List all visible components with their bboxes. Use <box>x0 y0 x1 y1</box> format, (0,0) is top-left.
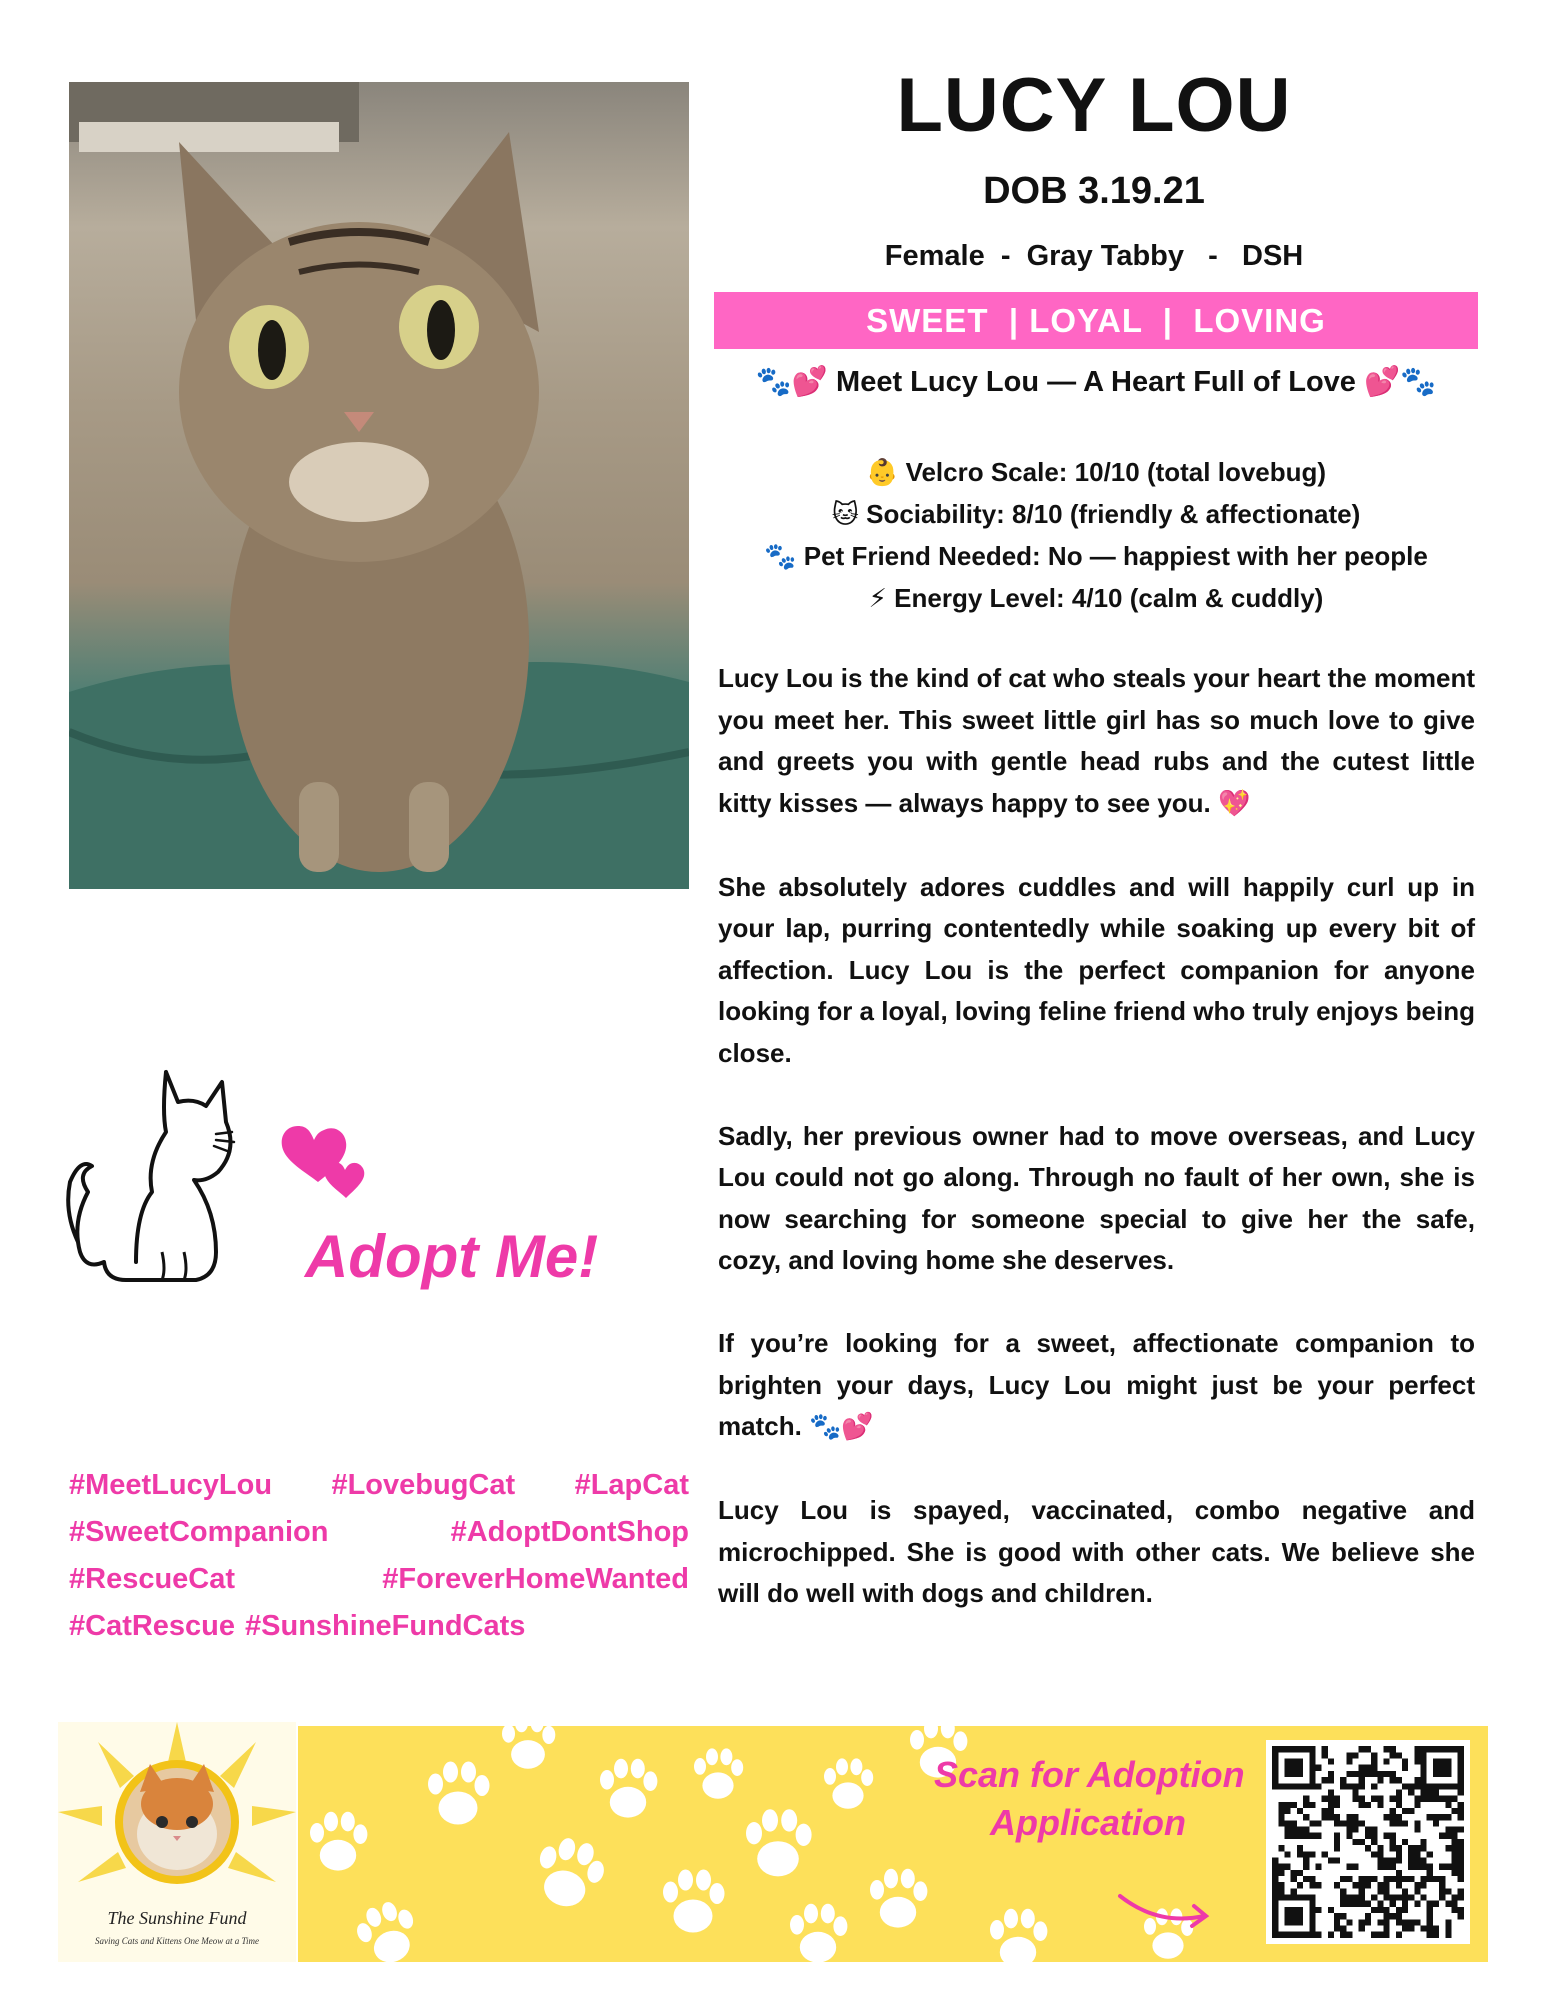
story-paragraph <box>718 1323 1475 1449</box>
scan-text-line1: Scan for Adoption <box>934 1754 1245 1795</box>
qr-code-graphic <box>1266 1740 1470 1944</box>
cat-photo-illustration <box>69 82 689 889</box>
story-text: Sadly, her previous owner had to move overseas, and Lucy Lou could not go along. Through no fault of her own, she is now searching for someone special to give her the safe, cozy, and loving home she deserves. <box>718 1120 1475 1275</box>
cat-photo <box>69 82 689 889</box>
sunshine-fund-logo <box>58 1722 296 1962</box>
stat-sociability-text: Sociability: 8/10 (friendly & affectionate) <box>866 499 1361 529</box>
story-paragraph <box>718 867 1475 1075</box>
stat-pet-friend <box>714 536 1478 578</box>
logo-title: The Sunshine Fund <box>107 1908 247 1928</box>
cat-name: LUCY LOU <box>896 63 1292 148</box>
adopt-me-text: Adopt Me! <box>305 1223 599 1290</box>
hearts-icon <box>278 1118 370 1200</box>
story-text: She absolutely adores cuddles and will happily curl up in your lap, purring contentedly while soaking up every bit of affection. Lucy Lou is the perfect companion for anyone looking for a loyal, loving feline friend who truly enjoys being close. <box>718 871 1475 1068</box>
scan-text-line2: Application <box>990 1802 1186 1843</box>
headline-text: Meet Lucy Lou — A Heart Full of Love <box>836 366 1356 398</box>
story-paragraph <box>718 1116 1475 1282</box>
paw-heart-icon: 🐾💕 <box>755 364 828 398</box>
headline <box>714 364 1478 399</box>
stat-pet-friend-text: Pet Friend Needed: No — happiest with her people <box>803 541 1428 571</box>
lightning-icon: ⚡ <box>868 584 887 614</box>
date-of-birth: DOB 3.19.21 <box>983 170 1205 212</box>
stats-list <box>714 452 1478 620</box>
stat-velcro-text: Velcro Scale: 10/10 (total lovebug) <box>905 457 1327 487</box>
cat-outline-icon <box>66 1062 236 1292</box>
hashtag-row <box>69 1509 689 1556</box>
stat-energy <box>714 578 1478 620</box>
stat-velcro <box>714 452 1478 494</box>
sun-logo-icon <box>58 1722 296 1912</box>
story-paragraph <box>718 1490 1475 1615</box>
stat-energy-text: Energy Level: 4/10 (calm & cuddly) <box>894 583 1324 613</box>
hashtag-row <box>69 1556 689 1603</box>
paw-heart-icon: 🐾💕 <box>809 1412 874 1442</box>
story-text: If you’re looking for a sweet, affectionate companion to brighten your days, Lucy Lou might just be your perfect match. <box>718 1328 1475 1441</box>
arrow-icon <box>1120 1896 1204 1919</box>
story <box>718 658 1475 1656</box>
sparkling-heart-icon: 💖 <box>1218 788 1251 819</box>
cat-face-icon: 🐱 <box>831 500 859 530</box>
hashtag-row <box>69 1603 689 1650</box>
story-paragraph <box>718 658 1475 825</box>
hashtag: #MeetLucyLou <box>69 1469 273 1501</box>
hashtag-row <box>69 1462 689 1509</box>
hashtag: #SunshineFundCats <box>245 1610 526 1642</box>
cat-details: Female - Gray Tabby - DSH <box>884 240 1304 272</box>
hashtag: #CatRescue <box>69 1610 236 1642</box>
baby-icon: 👶 <box>865 458 899 488</box>
hashtag: #LapCat <box>574 1469 689 1501</box>
qr-code-icon[interactable] <box>1266 1740 1470 1944</box>
hashtags <box>69 1462 689 1650</box>
hashtag: #LovebugCat <box>331 1469 516 1501</box>
heart-paw-icon: 💕🐾 <box>1364 364 1437 398</box>
hashtag: #AdoptDontShop <box>450 1516 689 1548</box>
tagline-bar: SWEET | LOYAL | LOVING <box>714 292 1478 349</box>
story-text: Lucy Lou is the kind of cat who steals your heart the moment you meet her. This sweet little girl has so much love to give and greets you with gentle head rubs and the cutest little kitty kisses — always happy to see you. <box>718 663 1476 818</box>
stat-sociability <box>714 494 1478 536</box>
hashtag: #ForeverHomeWanted <box>382 1563 689 1595</box>
logo-subtitle: Saving Cats and Kittens One Meow at a Time <box>95 1936 259 1946</box>
paw-icon: 🐾 <box>764 542 797 572</box>
hashtag: #RescueCat <box>69 1563 236 1595</box>
story-text: Lucy Lou is spayed, vaccinated, combo negative and microchipped. She is good with other cats. We believe she will do well with dogs and children. <box>718 1495 1475 1608</box>
hashtag: #SweetCompanion <box>69 1516 329 1548</box>
